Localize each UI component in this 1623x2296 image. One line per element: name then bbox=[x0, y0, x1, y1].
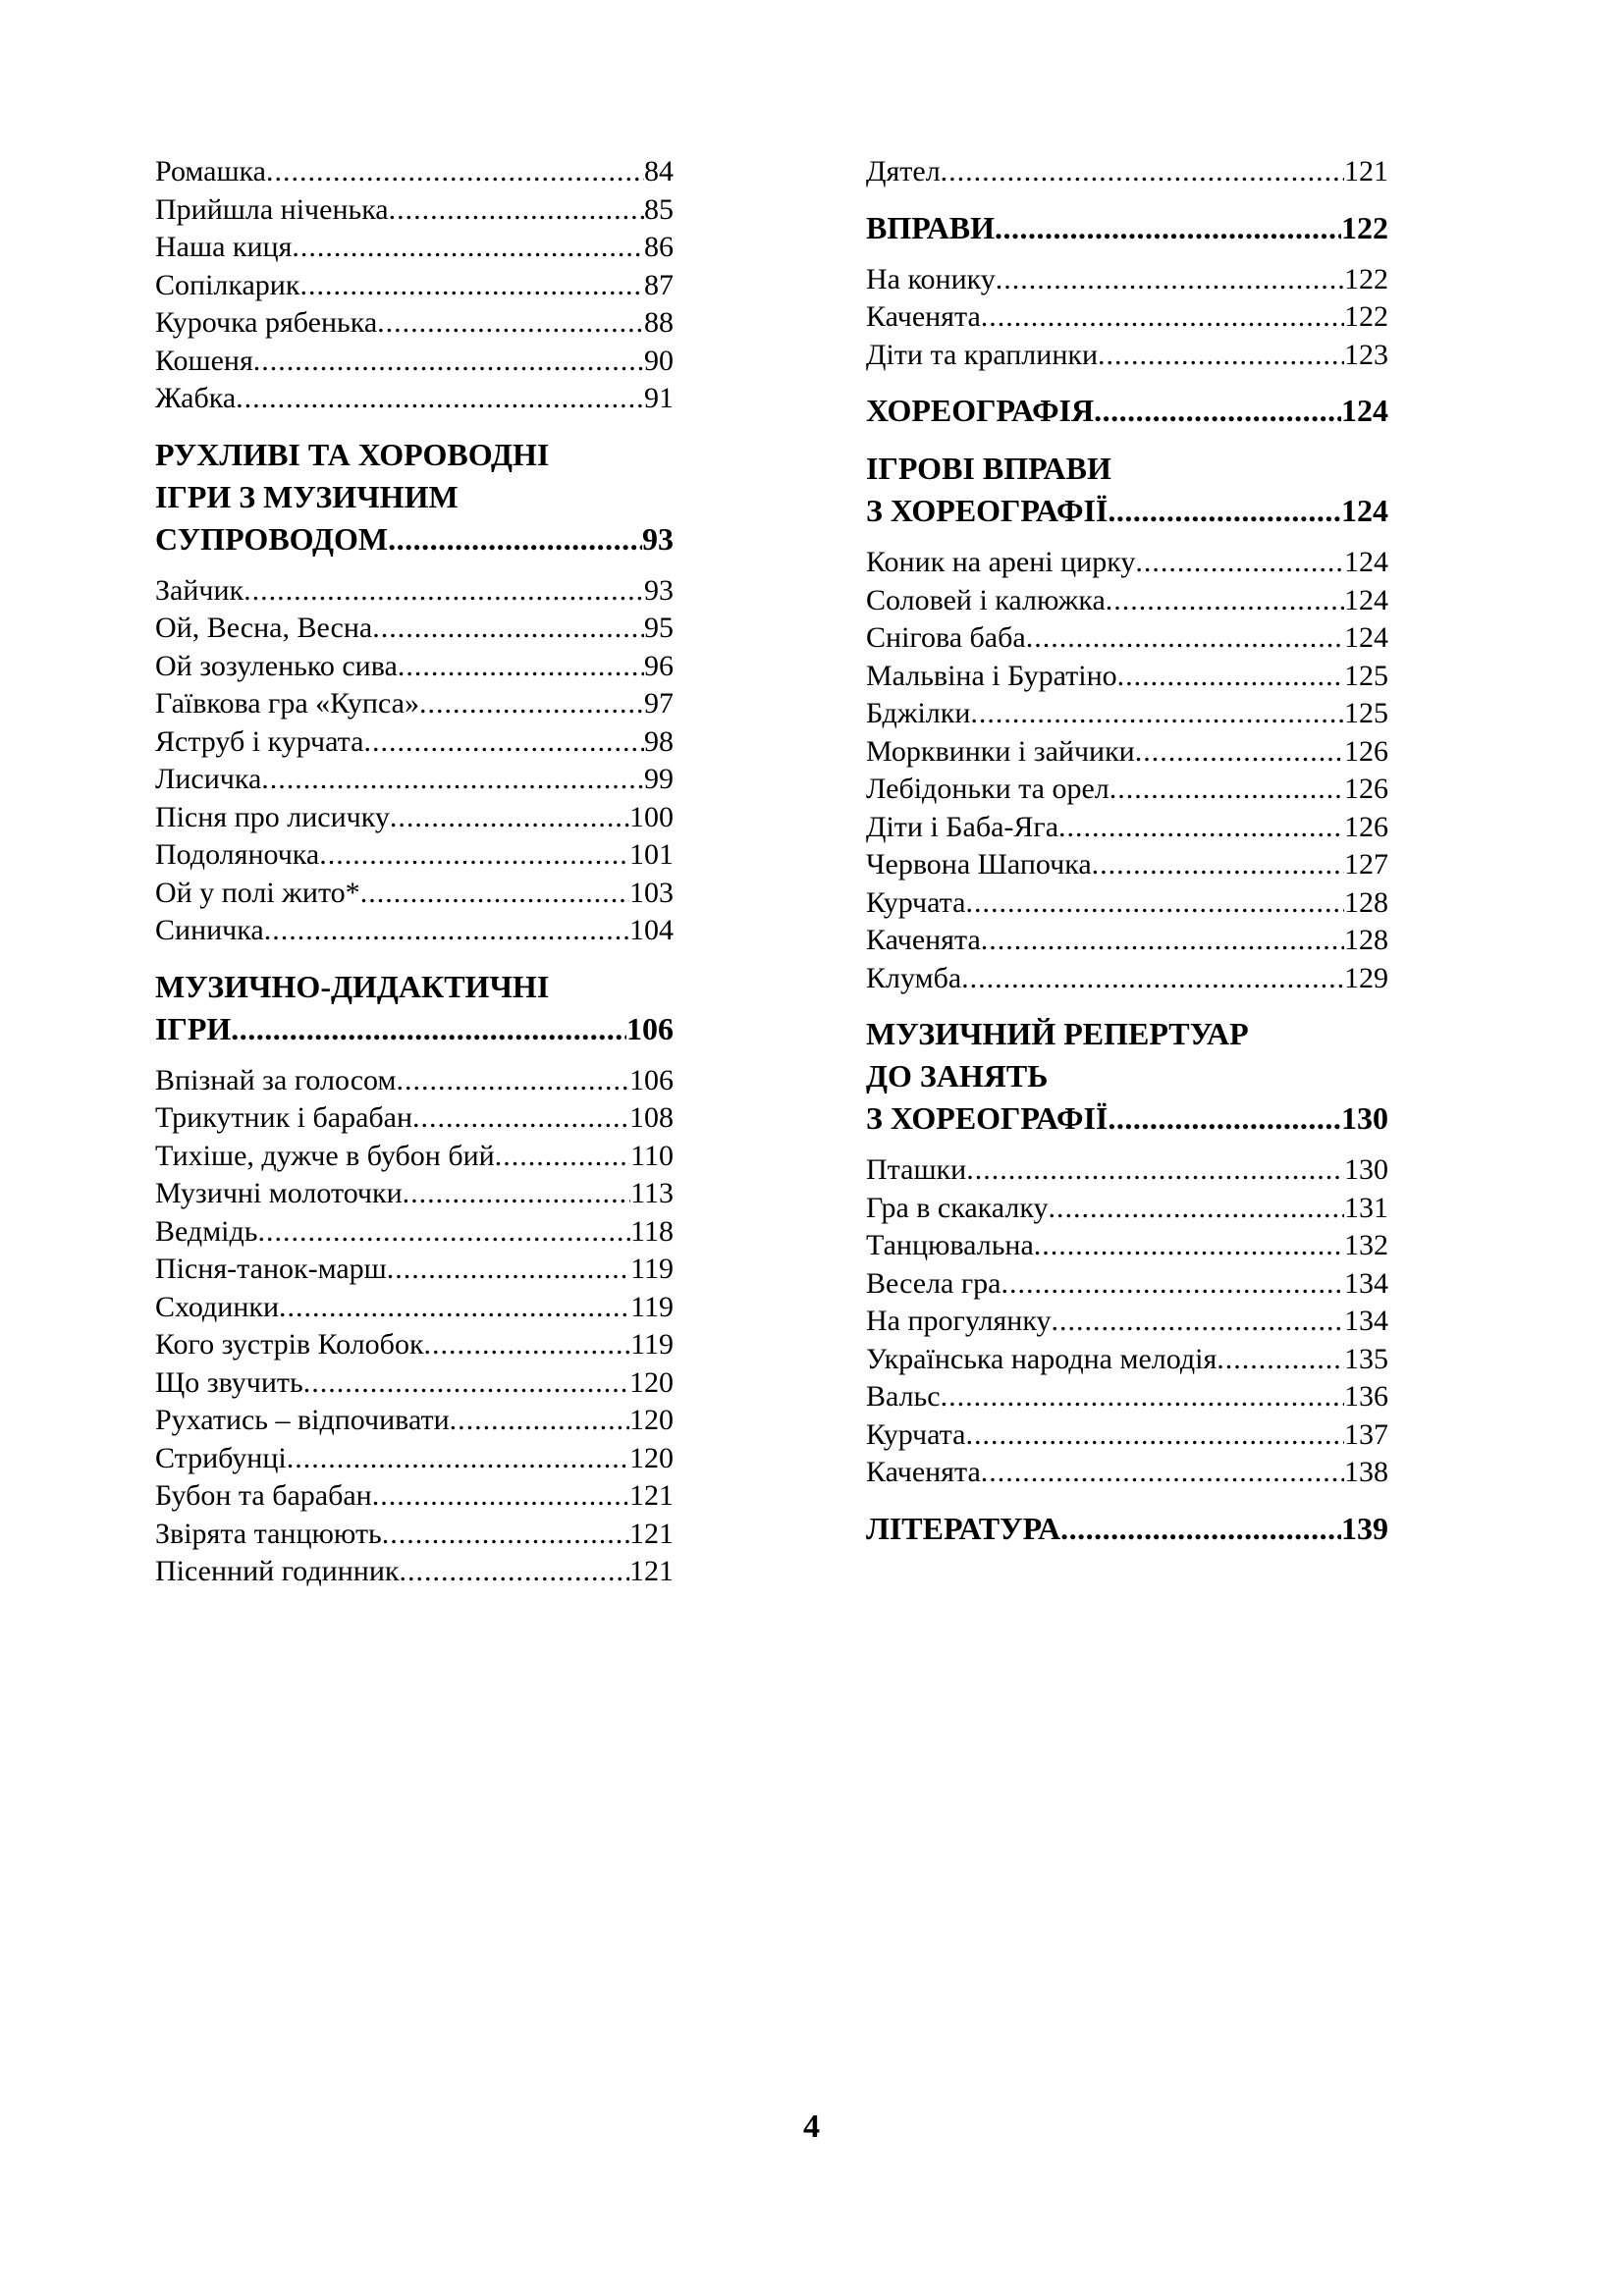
toc-entry-title: Танцювальна bbox=[866, 1229, 1034, 1261]
dot-leader bbox=[257, 1213, 630, 1252]
toc-entry-page: 125 bbox=[1344, 659, 1388, 692]
dot-leader bbox=[981, 1454, 1344, 1492]
toc-section-heading bbox=[866, 207, 1388, 249]
dot-leader bbox=[412, 1099, 629, 1138]
toc-entry-title: Ой зозуленько сива bbox=[155, 649, 398, 682]
toc-entry bbox=[866, 695, 1388, 733]
toc-entry-title: Ромашка bbox=[155, 155, 266, 187]
toc-entry bbox=[866, 1151, 1388, 1190]
toc-entry-page: 85 bbox=[644, 192, 674, 226]
dot-leader bbox=[966, 1151, 1344, 1190]
toc-entry bbox=[866, 1227, 1388, 1265]
toc-entry bbox=[866, 1190, 1388, 1228]
toc-entry-page: 123 bbox=[1344, 338, 1388, 371]
toc-entry-page: 106 bbox=[629, 1063, 674, 1096]
toc-entry-page: 100 bbox=[629, 800, 674, 833]
dot-leader bbox=[941, 153, 1344, 191]
section-heading-entry bbox=[866, 1097, 1388, 1140]
dot-leader bbox=[1094, 390, 1341, 432]
dot-leader bbox=[231, 1008, 626, 1050]
dot-leader bbox=[292, 229, 644, 267]
dot-leader bbox=[941, 1378, 1344, 1416]
toc-entry-page: 84 bbox=[644, 155, 674, 187]
toc-entry-title: Соловей і калюжка bbox=[866, 583, 1106, 616]
section-heading-line: ДО ЗАНЯТЬ bbox=[866, 1058, 1049, 1094]
toc-entry-title: Клумба bbox=[866, 961, 962, 994]
dot-leader bbox=[1117, 658, 1344, 696]
dot-leader bbox=[1098, 337, 1344, 375]
dot-leader bbox=[399, 1553, 629, 1591]
dot-leader bbox=[450, 1402, 629, 1440]
toc-entry-title: Вальс bbox=[866, 1380, 941, 1413]
dot-leader bbox=[360, 875, 629, 913]
dot-leader bbox=[981, 922, 1344, 960]
dot-leader bbox=[387, 1251, 630, 1289]
toc-entry bbox=[866, 658, 1388, 696]
dot-leader bbox=[372, 1477, 629, 1516]
toc-entry bbox=[155, 191, 674, 230]
toc-entry-title: Сходинки bbox=[155, 1290, 280, 1323]
section-heading-entry bbox=[866, 1508, 1388, 1550]
toc-entry bbox=[155, 1326, 674, 1364]
dot-leader bbox=[403, 1175, 630, 1213]
dot-leader bbox=[243, 572, 644, 611]
toc-entry bbox=[155, 267, 674, 305]
toc-entry-page: 97 bbox=[644, 687, 674, 720]
toc-entry-page: 124 bbox=[1344, 583, 1388, 616]
dot-leader bbox=[1052, 1303, 1345, 1341]
toc-entry-title: Діти і Баба-Яга bbox=[866, 810, 1059, 843]
toc-entry-page: 126 bbox=[1344, 734, 1388, 768]
section-heading-entry bbox=[866, 490, 1388, 532]
toc-entry-page: 121 bbox=[1344, 155, 1388, 187]
toc-entry bbox=[155, 153, 674, 191]
toc-entry-page: 98 bbox=[644, 724, 674, 758]
section-heading-page: 124 bbox=[1341, 393, 1388, 428]
section-heading-entry bbox=[155, 518, 674, 561]
toc-entry-page: 124 bbox=[1344, 621, 1388, 654]
toc-entry bbox=[155, 304, 674, 343]
dot-leader bbox=[419, 685, 644, 723]
toc-entry bbox=[866, 1416, 1388, 1455]
toc-entry-page: 119 bbox=[630, 1328, 674, 1361]
toc-entry-page: 138 bbox=[1344, 1456, 1388, 1488]
dot-leader bbox=[495, 1138, 630, 1176]
toc-entry bbox=[866, 846, 1388, 884]
toc-entry-title: Морквинки і зайчики bbox=[866, 734, 1135, 768]
toc-entry-page: 120 bbox=[629, 1404, 674, 1436]
toc-entry bbox=[155, 799, 674, 837]
toc-entry-title: Рухатись – відпочивати bbox=[155, 1404, 450, 1436]
toc-entry bbox=[866, 153, 1388, 191]
dot-leader bbox=[1108, 490, 1341, 532]
toc-entry-title: Каченята bbox=[866, 924, 981, 956]
toc-entry bbox=[155, 1477, 674, 1516]
toc-entry bbox=[155, 648, 674, 686]
toc-entry bbox=[866, 809, 1388, 847]
dot-leader bbox=[266, 153, 644, 191]
toc-entry-title: Трикутник і барабан bbox=[155, 1101, 413, 1134]
toc-entry-title: Синичка bbox=[155, 914, 264, 946]
dot-leader bbox=[981, 298, 1344, 337]
dot-leader bbox=[1060, 1508, 1341, 1550]
toc-entry bbox=[866, 261, 1388, 299]
toc-entry-page: 96 bbox=[644, 649, 674, 682]
toc-entry-page: 125 bbox=[1344, 697, 1388, 729]
toc-entry-page: 127 bbox=[1344, 848, 1388, 881]
toc-entry-page: 130 bbox=[1344, 1153, 1388, 1186]
dot-leader bbox=[396, 1062, 629, 1100]
toc-entry bbox=[155, 610, 674, 648]
toc-column-left bbox=[155, 153, 674, 1591]
toc-entry bbox=[155, 1553, 674, 1591]
toc-entry-title: Каченята bbox=[866, 1456, 981, 1488]
toc-entry-title: Що звучить bbox=[155, 1365, 303, 1399]
dot-leader bbox=[1135, 733, 1344, 772]
toc-entry bbox=[866, 298, 1388, 337]
toc-entry bbox=[155, 1099, 674, 1138]
section-heading-page: 93 bbox=[642, 520, 674, 557]
page-number: 4 bbox=[803, 2109, 820, 2145]
toc-entry-page: 103 bbox=[629, 876, 674, 909]
toc-entry-title: Мальвіна і Буратіно bbox=[866, 659, 1117, 692]
section-heading-title: З ХОРЕОГРАФІЇ bbox=[866, 1100, 1109, 1136]
toc-entry-title: Весела гра bbox=[866, 1266, 1001, 1300]
toc-entry-title: Музичні молоточки bbox=[155, 1177, 403, 1209]
toc-entry bbox=[866, 922, 1388, 960]
toc-entry-title: Гаївкова гра «Купса» bbox=[155, 687, 419, 720]
toc-entry-title: Сопілкарик bbox=[155, 268, 300, 301]
dot-leader bbox=[390, 799, 629, 837]
toc-entry-title: Пісня-танок-марш bbox=[155, 1253, 387, 1285]
toc-entry bbox=[866, 1454, 1388, 1492]
dot-leader bbox=[382, 1516, 629, 1554]
section-heading-page: 139 bbox=[1341, 1510, 1388, 1546]
dot-leader bbox=[279, 1289, 630, 1327]
toc-entry-page: 118 bbox=[630, 1214, 674, 1248]
dot-leader bbox=[1109, 771, 1344, 809]
toc-entry-title: Українська народна мелодія bbox=[866, 1342, 1217, 1375]
toc-entry bbox=[155, 685, 674, 723]
toc-entry bbox=[866, 1341, 1388, 1379]
toc-entry bbox=[155, 380, 674, 418]
toc-entry bbox=[155, 723, 674, 762]
toc-entry bbox=[155, 1364, 674, 1403]
toc-entry bbox=[155, 1175, 674, 1213]
toc-entry-title: Пісенний годинник bbox=[155, 1555, 400, 1587]
toc-entry bbox=[155, 1138, 674, 1176]
dot-leader bbox=[372, 610, 644, 648]
toc-entry-page: 122 bbox=[1344, 262, 1388, 295]
toc-entry bbox=[866, 1378, 1388, 1416]
toc-entry-page: 132 bbox=[1344, 1229, 1388, 1261]
dot-leader bbox=[424, 1326, 631, 1364]
toc-column-right bbox=[866, 153, 1388, 1562]
toc-entry-title: Бджілки bbox=[866, 697, 971, 729]
toc-entry-title: Жабка bbox=[155, 382, 237, 414]
toc-entry-page: 120 bbox=[629, 1365, 674, 1399]
section-heading-title: СУПРОВОДОМ bbox=[155, 520, 389, 557]
toc-entry-title: Курчата bbox=[866, 1417, 966, 1451]
dot-leader bbox=[388, 518, 642, 561]
toc-entry bbox=[155, 875, 674, 913]
toc-entry-title: Ведмідь bbox=[155, 1214, 258, 1248]
toc-entry-page: 121 bbox=[629, 1479, 674, 1512]
section-heading-page: 122 bbox=[1341, 209, 1388, 245]
dot-leader bbox=[287, 1440, 629, 1478]
dot-leader bbox=[965, 884, 1344, 923]
toc-entry bbox=[866, 771, 1388, 809]
toc-entry-page: 108 bbox=[629, 1101, 674, 1134]
toc-entry bbox=[155, 1251, 674, 1289]
toc-section-heading bbox=[866, 1508, 1388, 1550]
toc-entry-page: 90 bbox=[644, 344, 674, 377]
toc-entry-title: Наша киця bbox=[155, 231, 293, 263]
section-heading-title: ІГРИ bbox=[155, 1010, 232, 1046]
dot-leader bbox=[1217, 1341, 1344, 1379]
toc-entry-title: Пташки bbox=[866, 1153, 967, 1186]
toc-entry bbox=[866, 1303, 1388, 1341]
toc-entry bbox=[866, 337, 1388, 375]
toc-entry-title: Лебідоньки та орел bbox=[866, 773, 1109, 805]
dot-leader bbox=[995, 207, 1341, 249]
toc-entry-title: Бубон та барабан bbox=[155, 1479, 372, 1512]
dot-leader bbox=[1135, 544, 1344, 582]
toc-entry-page: 120 bbox=[629, 1441, 674, 1474]
toc-entry-page: 137 bbox=[1344, 1417, 1388, 1451]
toc-entry-page: 121 bbox=[629, 1555, 674, 1587]
toc-entry-page: 126 bbox=[1344, 773, 1388, 805]
toc-entry-page: 101 bbox=[629, 838, 674, 871]
dot-leader bbox=[319, 836, 629, 875]
dot-leader bbox=[1001, 1265, 1344, 1304]
toc-entry bbox=[155, 1289, 674, 1327]
dot-leader bbox=[965, 1416, 1344, 1455]
section-heading-page: 130 bbox=[1341, 1100, 1388, 1136]
toc-entry-title: Ой, Весна, Весна bbox=[155, 612, 373, 644]
toc-entry-title: Діти та краплинки bbox=[866, 338, 1099, 371]
toc-entry-title: Гра в скакалку bbox=[866, 1191, 1049, 1224]
toc-entry-title: На конику bbox=[866, 262, 996, 295]
toc-entry bbox=[866, 544, 1388, 582]
toc-entry-title: Яструб і курчата bbox=[155, 724, 364, 758]
toc-entry-title: Ой у полі жито* bbox=[155, 876, 360, 909]
section-heading-page: 106 bbox=[626, 1010, 674, 1046]
dot-leader bbox=[261, 761, 644, 799]
dot-leader bbox=[363, 723, 644, 762]
section-heading-entry bbox=[866, 207, 1388, 249]
toc-entry bbox=[866, 884, 1388, 923]
toc-entry bbox=[155, 572, 674, 611]
dot-leader bbox=[1049, 1190, 1344, 1228]
dot-leader bbox=[303, 1364, 629, 1403]
toc-entry bbox=[155, 836, 674, 875]
section-heading-line: ІГРИ З МУЗИЧНИМ bbox=[155, 478, 459, 514]
dot-leader bbox=[1026, 619, 1344, 658]
dot-leader bbox=[1092, 846, 1344, 884]
toc-entry-title: Курочка рябенька bbox=[155, 306, 378, 339]
toc-entry bbox=[155, 1516, 674, 1554]
toc-entry-page: 136 bbox=[1344, 1380, 1388, 1413]
toc-entry-title: Червона Шапочка bbox=[866, 848, 1092, 881]
toc-section-heading bbox=[155, 966, 674, 1050]
toc-entry-page: 134 bbox=[1344, 1305, 1388, 1337]
toc-section-heading bbox=[866, 448, 1388, 532]
toc-entry bbox=[155, 1213, 674, 1252]
toc-entry-page: 126 bbox=[1344, 810, 1388, 843]
toc-entry-page: 91 bbox=[644, 382, 674, 414]
dot-leader bbox=[236, 380, 644, 418]
toc-entry-title: Пісня про лисичку bbox=[155, 800, 390, 833]
section-heading-line: МУЗИЧНО-ДИДАКТИЧНІ bbox=[155, 968, 550, 1004]
toc-entry bbox=[866, 1265, 1388, 1304]
toc-entry-page: 104 bbox=[629, 914, 674, 946]
toc-entry-title: Кого зустрів Колобок bbox=[155, 1328, 424, 1361]
toc-entry-title: Курчата bbox=[866, 885, 966, 919]
toc-entry-page: 122 bbox=[1344, 300, 1388, 333]
section-heading-entry bbox=[866, 390, 1388, 432]
toc-entry-page: 110 bbox=[630, 1139, 674, 1172]
dot-leader bbox=[970, 695, 1344, 733]
dot-leader bbox=[1106, 582, 1344, 620]
toc-entry-page: 129 bbox=[1344, 961, 1388, 994]
toc-entry-title: На прогулянку bbox=[866, 1305, 1052, 1337]
toc-entry-page: 113 bbox=[630, 1177, 674, 1209]
dot-leader bbox=[377, 304, 644, 343]
toc-entry-page: 128 bbox=[1344, 885, 1388, 919]
toc-entry bbox=[866, 582, 1388, 620]
toc-entry-page: 121 bbox=[629, 1517, 674, 1550]
toc-entry-page: 119 bbox=[630, 1253, 674, 1285]
section-heading-line: МУЗИЧНИЙ РЕПЕРТУАР bbox=[866, 1016, 1249, 1051]
section-heading-line: РУХЛИВІ ТА ХОРОВОДНІ bbox=[155, 436, 550, 472]
dot-leader bbox=[1108, 1097, 1341, 1140]
section-heading-page: 124 bbox=[1341, 493, 1388, 528]
toc-entry-title: Стрибунці bbox=[155, 1441, 287, 1474]
dot-leader bbox=[1058, 809, 1344, 847]
toc-section-heading bbox=[866, 1013, 1388, 1140]
toc-entry-title: Коник на арені цирку bbox=[866, 546, 1136, 578]
toc-entry bbox=[866, 960, 1388, 998]
toc-entry-page: 135 bbox=[1344, 1342, 1388, 1375]
toc-entry-page: 87 bbox=[644, 268, 674, 301]
toc-entry-page: 86 bbox=[644, 231, 674, 263]
toc-entry-title: Снігова баба bbox=[866, 621, 1026, 654]
toc-entry bbox=[155, 229, 674, 267]
toc-entry bbox=[155, 912, 674, 950]
toc-entry-page: 93 bbox=[644, 573, 674, 607]
toc-entry-title: Звірята танцюють bbox=[155, 1517, 382, 1550]
toc-entry bbox=[866, 733, 1388, 772]
toc-entry-page: 119 bbox=[630, 1290, 674, 1323]
toc-entry-page: 88 bbox=[644, 306, 674, 339]
dot-leader bbox=[1034, 1227, 1344, 1265]
toc-entry-page: 124 bbox=[1344, 546, 1388, 578]
toc-entry bbox=[155, 761, 674, 799]
toc-entry-title: Лисичка bbox=[155, 763, 262, 795]
section-heading-title: ВПРАВИ bbox=[866, 209, 996, 245]
toc-entry-page: 95 bbox=[644, 612, 674, 644]
toc-entry bbox=[866, 619, 1388, 658]
toc-entry-title: Подоляночка bbox=[155, 838, 320, 871]
section-heading-title: З ХОРЕОГРАФІЇ bbox=[866, 493, 1109, 528]
toc-entry-title: Каченята bbox=[866, 300, 981, 333]
toc-entry-title: Впізнай за голосом bbox=[155, 1063, 397, 1096]
section-heading-entry bbox=[155, 1008, 674, 1050]
dot-leader bbox=[253, 343, 644, 381]
dot-leader bbox=[398, 648, 644, 686]
dot-leader bbox=[389, 191, 644, 230]
toc-entry bbox=[155, 1062, 674, 1100]
toc-entry bbox=[155, 1402, 674, 1440]
toc-entry-page: 99 bbox=[644, 763, 674, 795]
toc-entry bbox=[155, 1440, 674, 1478]
section-heading-title: ЛІТЕРАТУРА bbox=[866, 1510, 1061, 1546]
dot-leader bbox=[996, 261, 1344, 299]
toc-entry bbox=[155, 343, 674, 381]
toc-entry-title: Кошеня bbox=[155, 344, 253, 377]
toc-entry-page: 128 bbox=[1344, 924, 1388, 956]
toc-entry-title: Зайчик bbox=[155, 573, 244, 607]
section-heading-title: ХОРЕОГРАФІЯ bbox=[866, 393, 1095, 428]
dot-leader bbox=[299, 267, 644, 305]
toc-section-heading bbox=[866, 390, 1388, 432]
toc-entry-title: Прийшла ніченька bbox=[155, 192, 389, 226]
dot-leader bbox=[264, 912, 629, 950]
dot-leader bbox=[961, 960, 1344, 998]
toc-entry-page: 134 bbox=[1344, 1266, 1388, 1300]
toc-entry-title: Дятел bbox=[866, 155, 941, 187]
toc-entry-page: 131 bbox=[1344, 1191, 1388, 1224]
toc-entry-title: Тихіше, дужче в бубон бий bbox=[155, 1139, 495, 1172]
toc-section-heading bbox=[155, 434, 674, 561]
section-heading-line: ІГРОВІ ВПРАВИ bbox=[866, 451, 1111, 486]
